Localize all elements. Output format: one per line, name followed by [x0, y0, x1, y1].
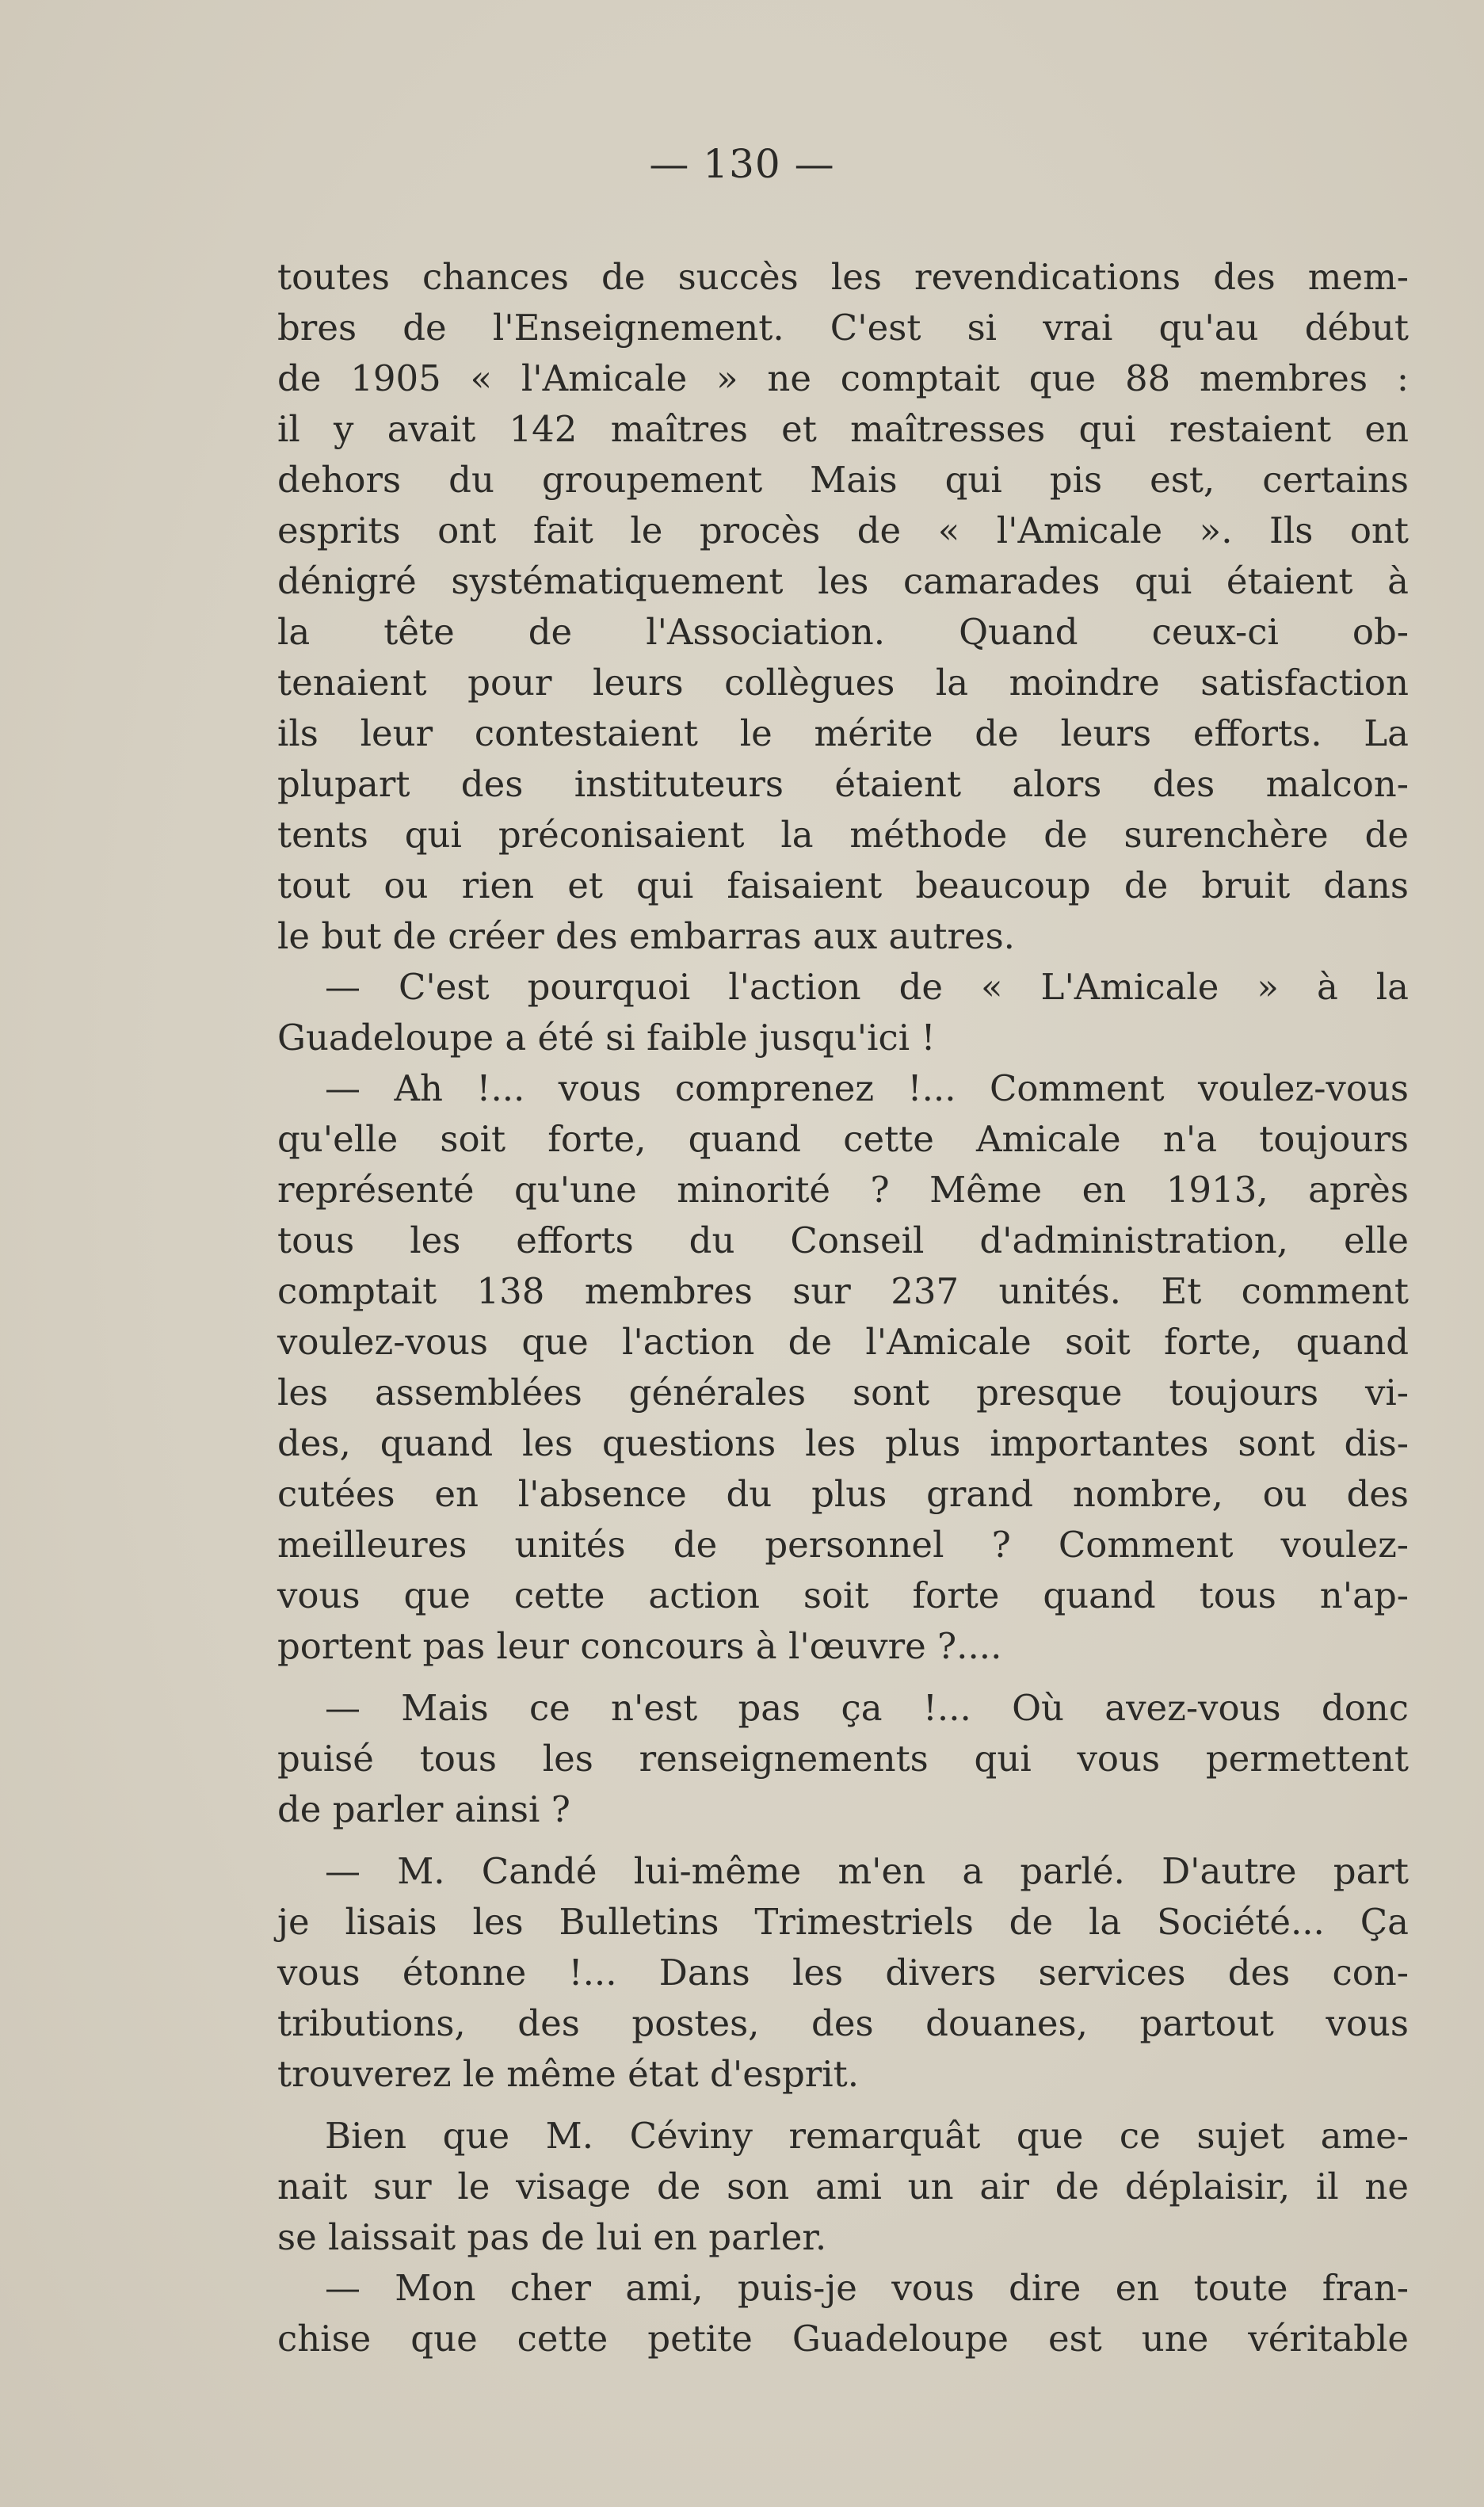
body-text [277, 252, 1409, 2364]
text-line: des, quand les questions les plus importantes sont dis- [277, 1422, 1409, 1464]
text-line: meilleures unités de personnel ? Comment voulez- [277, 1524, 1409, 1566]
text-line: les assemblées générales sont presque toujours vi- [277, 1372, 1409, 1414]
text-line: représenté qu'une minorité ? Même en 1913, après [277, 1169, 1409, 1211]
text-line: trouverez le même état d'esprit. [277, 2053, 860, 2095]
text-line: bres de l'Enseignement. C'est si vrai qu'au début [277, 307, 1409, 349]
paragraph [277, 2111, 1409, 2263]
text-line: plupart des instituteurs étaient alors des malcon- [277, 763, 1409, 805]
text-line: de parler ainsi ? [277, 1788, 570, 1830]
paragraph [277, 1683, 1409, 1835]
text-line: tous les efforts du Conseil d'administration, elle [277, 1219, 1409, 1261]
text-line: toutes chances de succès les revendications des mem- [277, 256, 1409, 298]
text-line: se laissait pas de lui en parler. [277, 2216, 827, 2258]
text-line: puisé tous les renseignements qui vous permettent [277, 1738, 1409, 1780]
text-line: tributions, des postes, des douanes, partout vous [277, 2002, 1409, 2044]
text-line: dénigré systématiquement les camarades qui étaient à [277, 560, 1409, 602]
text-line: je lisais les Bulletins Trimestriels de la Société... Ça [277, 1901, 1409, 1943]
paragraph [277, 962, 1409, 1063]
paragraph [277, 252, 1409, 962]
text-line: tout ou rien et qui faisaient beaucoup de bruit dans [277, 864, 1409, 906]
text-line: chise que cette petite Guadeloupe est une véritable [277, 2318, 1409, 2360]
text-line: — Mon cher ami, puis-je vous dire en toute fran- [325, 2267, 1409, 2309]
text-line: tents qui préconisaient la méthode de surenchère de [277, 814, 1409, 856]
text-line: voulez-vous que l'action de l'Amicale soit forte, quand [277, 1321, 1409, 1363]
text-line: tenaient pour leurs collègues la moindre satisfaction [277, 662, 1409, 704]
text-line: — Ah !... vous comprenez !... Comment voulez-vous [325, 1067, 1409, 1109]
text-line: il y avait 142 maîtres et maîtresses qui restaient en [277, 408, 1409, 450]
text-line: vous étonne !... Dans les divers services des con- [277, 1952, 1409, 1994]
text-line: portent pas leur concours à l'œuvre ?.... [277, 1625, 1002, 1667]
text-line: la tête de l'Association. Quand ceux-ci ob- [277, 611, 1409, 653]
text-line: — M. Candé lui-même m'en a parlé. D'autre part [325, 1850, 1409, 1892]
text-line: — C'est pourquoi l'action de « L'Amicale » à la [325, 966, 1409, 1008]
text-line: de 1905 « l'Amicale » ne comptait que 88 membres : [277, 357, 1409, 399]
paragraph [277, 1846, 1409, 2100]
page-number: — 130 — [649, 141, 835, 187]
paragraph [277, 1063, 1409, 1672]
text-line: ils leur contestaient le mérite de leurs efforts. La [277, 712, 1409, 754]
paragraph [277, 2263, 1409, 2364]
text-line: comptait 138 membres sur 237 unités. Et comment [277, 1270, 1409, 1312]
text-line: vous que cette action soit forte quand tous n'ap- [277, 1574, 1409, 1616]
text-line: — Mais ce n'est pas ça !... Où avez-vous donc [325, 1687, 1409, 1729]
text-line: nait sur le visage de son ami un air de déplaisir, il ne [277, 2165, 1409, 2207]
text-line: esprits ont fait le procès de « l'Amicale ». Ils ont [277, 509, 1409, 551]
text-line: qu'elle soit forte, quand cette Amicale n'a toujours [277, 1118, 1409, 1160]
text-line: Bien que M. Céviny remarquât que ce sujet ame- [325, 2115, 1409, 2157]
text-line: Guadeloupe a été si faible jusqu'ici ! [277, 1017, 936, 1059]
text-line: cutées en l'absence du plus grand nombre, ou des [277, 1473, 1409, 1515]
text-line: le but de créer des embarras aux autres. [277, 915, 1015, 957]
text-line: dehors du groupement Mais qui pis est, certains [277, 459, 1409, 501]
